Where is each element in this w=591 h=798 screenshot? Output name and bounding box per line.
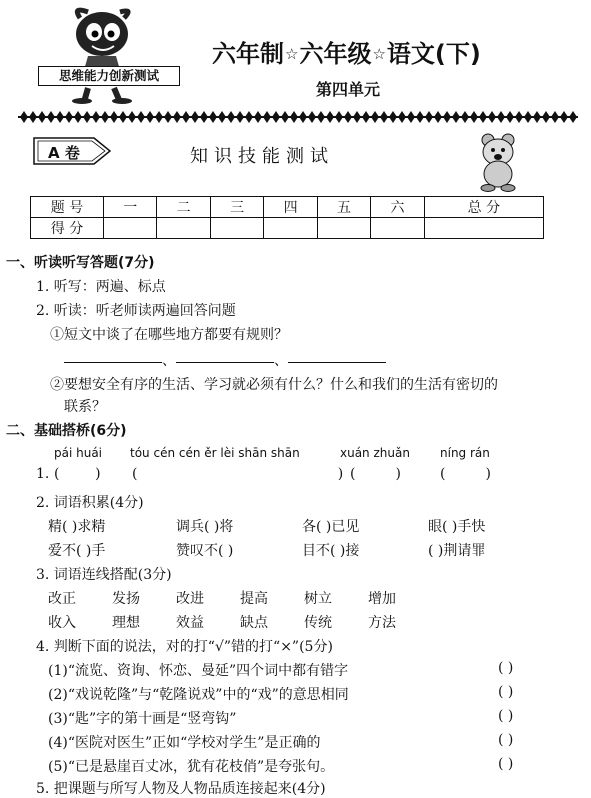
part1-q1: 1. 听写：两遍、标点 <box>36 279 166 295</box>
title-part-3: 语文(下) <box>386 40 481 68</box>
table-header-cell: 五 <box>317 197 370 218</box>
divider-ornament <box>245 111 253 123</box>
divider-ornament <box>434 111 442 123</box>
answer-blank[interactable] <box>176 361 274 363</box>
answer-blank[interactable] <box>64 361 162 363</box>
divider-ornament <box>488 111 496 123</box>
divider-ornament <box>74 111 82 123</box>
divider-ornament <box>515 111 523 123</box>
divider-ornament <box>371 111 379 123</box>
section-title: 知识技能测试 <box>190 146 334 167</box>
divider-ornament <box>218 111 226 123</box>
match-word[interactable]: 改进 <box>176 591 204 607</box>
title-part-2: 六年级 <box>299 40 372 68</box>
divider-ornament <box>470 111 478 123</box>
divider-ornament <box>272 111 280 123</box>
divider-ornament <box>92 111 100 123</box>
divider-ornament <box>83 111 91 123</box>
part1-q2b: ②要想安全有序的生活、学习就必须有什么？什么和我们的生活有密切的 <box>50 377 498 393</box>
judgment-answer[interactable]: ( ) <box>498 684 514 700</box>
table-header-cell: 三 <box>210 197 263 218</box>
divider-ornament <box>128 111 136 123</box>
divider-ornament <box>461 111 469 123</box>
judgment-answer[interactable]: ( ) <box>498 660 514 676</box>
idiom-item[interactable]: 精( )求精 <box>48 519 106 535</box>
table-row-label: 得 分 <box>31 218 104 239</box>
pinyin-1: pái huái <box>54 446 103 460</box>
idiom-item[interactable]: 各( )已见 <box>302 519 360 535</box>
divider-ornament <box>497 111 505 123</box>
idiom-item[interactable]: 爱不( )手 <box>48 543 106 559</box>
match-word[interactable]: 缺点 <box>240 615 268 631</box>
divider-ornament <box>56 111 64 123</box>
score-cell[interactable] <box>104 218 157 239</box>
pinyin-3: xuán zhuǎn <box>340 446 410 460</box>
match-word[interactable]: 效益 <box>176 615 204 631</box>
score-cell[interactable] <box>424 218 543 239</box>
divider-ornament <box>119 111 127 123</box>
idiom-item[interactable]: 赞叹不( ) <box>176 543 234 559</box>
score-table <box>30 196 544 239</box>
idiom-item[interactable]: 目不( )接 <box>302 543 360 559</box>
separator: 、 <box>162 353 176 369</box>
judgment-answer[interactable]: ( ) <box>498 732 514 748</box>
divider-ornament <box>389 111 397 123</box>
pinyin-2: tóu cén cén ěr lèi shān shān <box>130 446 300 460</box>
divider-ornament <box>416 111 424 123</box>
divider-ornament <box>560 111 568 123</box>
match-word[interactable]: 增加 <box>368 591 396 607</box>
part1-title: 一、听读听写答题(7分) <box>6 255 155 271</box>
judgment-item: (1)“流览、资询、怀恋、曼延”四个词中都有错字 <box>48 663 349 679</box>
divider-ornament <box>524 111 532 123</box>
divider-ornament <box>452 111 460 123</box>
answer-blank[interactable] <box>288 361 386 363</box>
table-header-cell: 一 <box>104 197 157 218</box>
idiom-item[interactable]: 调兵( )将 <box>176 519 234 535</box>
divider-ornament <box>164 111 172 123</box>
table-header-cell: 二 <box>157 197 210 218</box>
part2-q5-title: 5. 把课题与所写人物及人物品质连接起来(4分) <box>36 781 326 797</box>
divider-ornament <box>398 111 406 123</box>
match-word[interactable]: 方法 <box>368 615 396 631</box>
judgment-answer[interactable]: ( ) <box>498 708 514 724</box>
answer-paren[interactable]: ( ) <box>440 466 491 482</box>
part2-q2-title: 2. 词语积累(4分) <box>36 495 144 511</box>
divider-ornament <box>155 111 163 123</box>
match-word[interactable]: 发扬 <box>112 591 140 607</box>
part1-q2: 2. 听读：听老师读两遍回答问题 <box>36 303 236 319</box>
match-word[interactable]: 提高 <box>240 591 268 607</box>
separator: 、 <box>274 353 288 369</box>
score-cell[interactable] <box>157 218 210 239</box>
divider-ornament <box>380 111 388 123</box>
divider-ornament <box>200 111 208 123</box>
divider-ornament <box>362 111 370 123</box>
series-badge: 思维能力创新测试 <box>38 66 180 86</box>
cartoon-mascot-icon <box>58 4 148 104</box>
divider-ornament <box>299 111 307 123</box>
divider-ornament <box>317 111 325 123</box>
table-row <box>31 218 544 239</box>
match-word[interactable]: 传统 <box>304 615 332 631</box>
divider-ornament <box>506 111 514 123</box>
divider-ornament <box>137 111 145 123</box>
page-title <box>212 34 481 69</box>
divider-ornament <box>20 111 28 123</box>
divider-ornament <box>209 111 217 123</box>
star-icon: ☆ <box>372 45 386 63</box>
divider-ornament <box>236 111 244 123</box>
divider-ornament <box>101 111 109 123</box>
star-icon: ☆ <box>285 45 299 63</box>
judgment-item: (2)“戏说乾隆”与“乾隆说戏”中的“戏”的意思相同 <box>48 687 349 703</box>
score-cell[interactable] <box>210 218 263 239</box>
judgment-item: (4)“医院对医生”正如“学校对学生”是正确的 <box>48 735 321 751</box>
table-header-cell: 四 <box>264 197 317 218</box>
part1-q2b-cont: 联系？ <box>64 399 106 415</box>
divider-ornament <box>110 111 118 123</box>
divider-ornament <box>182 111 190 123</box>
table-row <box>31 197 544 218</box>
divider-ornament <box>353 111 361 123</box>
divider-ornament <box>326 111 334 123</box>
unit-title: 第四单元 <box>316 80 381 99</box>
divider-ornament <box>254 111 262 123</box>
title-part-1: 六年制 <box>212 40 284 68</box>
answer-paren[interactable]: ( ) <box>132 466 344 482</box>
judgment-answer[interactable]: ( ) <box>498 756 514 772</box>
pinyin-4: níng rán <box>440 446 490 460</box>
divider-ornament <box>344 111 352 123</box>
decorative-divider <box>18 110 578 124</box>
judgment-item: (3)“匙”字的第十画是“竖弯钩” <box>48 711 237 727</box>
score-cell[interactable] <box>317 218 370 239</box>
divider-ornament <box>551 111 559 123</box>
divider-ornament <box>65 111 73 123</box>
divider-ornament <box>425 111 433 123</box>
divider-ornament <box>533 111 541 123</box>
divider-ornament <box>308 111 316 123</box>
part2-title: 二、基础搭桥(6分) <box>6 423 127 439</box>
answer-paren[interactable]: ( ) <box>350 466 401 482</box>
divider-ornament <box>29 111 37 123</box>
part1-q2a: ①短文中谈了在哪些地方都要有规则？ <box>50 327 288 343</box>
score-cell[interactable] <box>264 218 317 239</box>
divider-ornament <box>146 111 154 123</box>
part2-q3-title: 3. 词语连线搭配(3分) <box>36 567 172 583</box>
match-word[interactable]: 理想 <box>112 615 140 631</box>
idiom-item[interactable]: ( )荆请罪 <box>428 543 486 559</box>
table-header-cell: 题 号 <box>31 197 104 218</box>
divider-ornament <box>38 111 46 123</box>
divider-ornament <box>47 111 55 123</box>
divider-ornament <box>479 111 487 123</box>
match-word[interactable]: 树立 <box>304 591 332 607</box>
divider-ornament <box>191 111 199 123</box>
divider-ornament <box>227 111 235 123</box>
q1-label: 1. <box>36 466 50 482</box>
divider-ornament <box>290 111 298 123</box>
match-word[interactable]: 收入 <box>48 615 76 631</box>
divider-ornament <box>407 111 415 123</box>
table-header-cell: 六 <box>371 197 424 218</box>
teddy-bear-icon <box>468 130 528 192</box>
divider-ornament <box>335 111 343 123</box>
divider-ornament <box>263 111 271 123</box>
idiom-item[interactable]: 眼( )手快 <box>428 519 486 535</box>
judgment-item: (5)“已是悬崖百丈冰，犹有花枝俏”是夸张句。 <box>48 759 335 775</box>
divider-ornament <box>542 111 550 123</box>
volume-tag: A 卷 <box>48 144 80 162</box>
divider-ornament <box>173 111 181 123</box>
divider-ornament <box>569 111 577 123</box>
divider-ornament <box>443 111 451 123</box>
score-cell[interactable] <box>371 218 424 239</box>
table-header-cell: 总 分 <box>424 197 543 218</box>
part2-q4-title: 4. 判断下面的说法，对的打“√”错的打“×”(5分) <box>36 639 333 655</box>
match-word[interactable]: 改正 <box>48 591 76 607</box>
divider-ornament <box>281 111 289 123</box>
answer-paren[interactable]: ( ) <box>54 466 101 482</box>
answer-blanks <box>64 350 386 370</box>
